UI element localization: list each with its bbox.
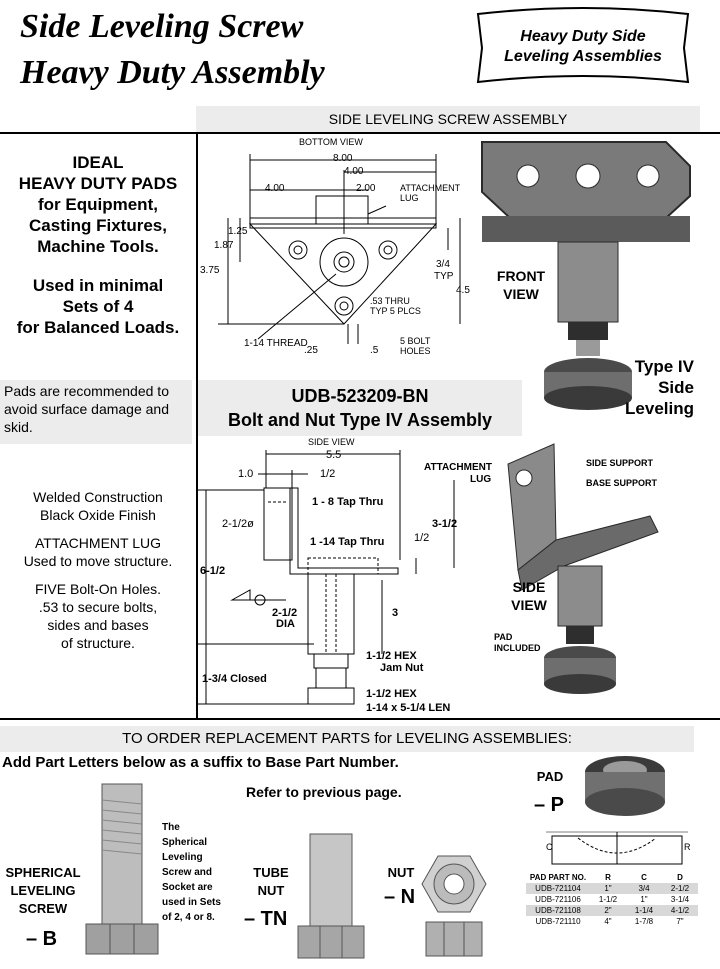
tube-nut-image [296, 830, 366, 962]
type-line-3: Leveling [625, 399, 694, 418]
table-cell: UDB-721104 [526, 883, 590, 894]
dim-375: 3.75 [200, 265, 220, 276]
spherical-note [162, 820, 221, 925]
dia-2: DIA [276, 618, 295, 630]
dim-3: 3 [392, 607, 399, 619]
dim-55: 5.5 [326, 449, 342, 461]
divider [0, 718, 720, 720]
pad-label: PAD [536, 769, 564, 784]
screw-suffix: – B [26, 928, 58, 950]
feature-line: of structure. [61, 635, 135, 651]
table-cell: 3/4 [626, 883, 662, 894]
screw-line-1: SPHERICAL [5, 865, 81, 880]
table-cell: UDB-721110 [535, 917, 581, 926]
screw-label [2, 864, 84, 918]
table-cell: 1-7/8 [634, 917, 654, 926]
feature-line: sides and bases [47, 617, 149, 633]
tap-1: 1 - 8 Tap Thru [312, 496, 384, 508]
lug-label-2: LUG [400, 193, 419, 203]
note-line: of 2, 4 or 8. [162, 912, 215, 923]
feature-line: Welded Construction [33, 489, 163, 505]
side-support: SIDE SUPPORT [586, 458, 654, 468]
bolt-holes-1: 5 BOLT [400, 336, 431, 346]
front-view-line-1: FRONT [496, 268, 546, 284]
table-header: R [605, 873, 611, 882]
table-cell: 1" [640, 895, 648, 904]
dim-25: .25 [304, 345, 318, 356]
diagram-c: C [546, 842, 553, 852]
lug-label-1: ATTACHMENT [400, 183, 461, 193]
nut-image [420, 852, 488, 962]
jam-nut: Jam Nut [380, 662, 424, 674]
thread-label: 1-14 THREAD [244, 338, 308, 349]
ideal-text [0, 152, 196, 338]
type-iv-label [600, 356, 694, 419]
usage-line: for Balanced Loads. [16, 318, 180, 337]
dim-212: 2-1/2ø [222, 518, 254, 530]
tube-line-2: NUT [257, 883, 285, 898]
bolt-holes-2: HOLES [400, 346, 431, 356]
closed: 1-3/4 Closed [202, 673, 267, 685]
table-row [526, 894, 698, 905]
side-view-line-1: SIDE [512, 579, 546, 595]
table-row [526, 916, 698, 927]
banner-line-2: Leveling Assemblies [504, 48, 662, 65]
usage-line: Sets of 4 [62, 297, 134, 316]
dim-half: 1/2 [320, 468, 336, 480]
diagram-r: R [684, 842, 691, 852]
note-line: Leveling [162, 852, 203, 863]
feature-line: Used to move structure. [23, 553, 173, 569]
table-cell: 2" [590, 905, 626, 916]
feature-line: ATTACHMENT LUG [34, 535, 161, 551]
note-line: Screw and [162, 867, 213, 878]
table-row [526, 905, 698, 916]
features-text [0, 488, 196, 662]
ideal-line: Machine Tools. [37, 237, 159, 256]
table-header: D [677, 873, 683, 882]
note-line: Spherical [162, 837, 208, 848]
section-title-assembly: SIDE LEVELING SCREW ASSEMBLY [196, 106, 700, 132]
tube-nut-suffix: – TN [244, 908, 288, 930]
dim-312: 3-1/2 [432, 518, 458, 530]
hex-2: 1-1/2 HEX [366, 688, 417, 700]
pad-suffix: – P [534, 794, 565, 816]
tube-nut-label [246, 864, 296, 900]
dim-34: 3/4 [436, 259, 450, 270]
photo-lug-1: ATTACHMENT [424, 462, 492, 473]
table-cell: 3-1/4 [670, 895, 690, 904]
photo-lug-2: LUG [470, 474, 492, 485]
dim-125: 1.25 [228, 226, 248, 237]
screw-line-2: LEVELING [10, 883, 76, 898]
table-cell: 4" [604, 917, 612, 926]
section-title-replacement: TO ORDER REPLACEMENT PARTS for LEVELING ASSEMBLIES: [0, 726, 694, 752]
table-cell: UDB-721106 [535, 895, 581, 904]
usage-line: Used in minimal [32, 276, 164, 295]
title-line-1: Side Leveling Screw [20, 8, 304, 45]
side-view-label: SIDE VIEW [308, 437, 355, 447]
pad-included-1: PAD [494, 632, 513, 642]
front-view-line-2: VIEW [503, 286, 539, 302]
nut-suffix: – N [384, 886, 416, 908]
type-line-1: Type IV [634, 357, 694, 376]
dim-4-top: 4.00 [344, 166, 364, 177]
refer-text: Refer to previous page. [246, 784, 402, 800]
pads-note: Pads are recommended to avoid surface damage and skid. [0, 380, 192, 444]
title-line-2: Heavy Duty Assembly [20, 54, 325, 91]
table-cell: UDB-721108 [526, 905, 590, 916]
table-cell: 1" [590, 883, 626, 894]
dim-10: 1.0 [238, 468, 254, 480]
table-cell: 2-1/2 [662, 883, 698, 894]
bolt-len: 1-14 x 5-1/4 LEN [366, 702, 451, 714]
tube-line-1: TUBE [253, 865, 289, 880]
note-line: Socket are [162, 882, 213, 893]
feature-line: .53 to secure bolts, [38, 599, 158, 615]
table-header-row [526, 872, 698, 883]
model-description: Bolt and Nut Type IV Assembly [227, 410, 493, 430]
dim-4-left: 4.00 [265, 183, 285, 194]
bottom-view-label: BOTTOM VIEW [299, 137, 363, 147]
holes-label-2: TYP 5 PLCS [370, 306, 421, 316]
screw-line-3: SCREW [18, 901, 68, 916]
side-view-line-2: VIEW [511, 597, 547, 613]
model-box [198, 380, 522, 436]
pad-image [580, 752, 670, 822]
table-row [526, 883, 698, 894]
hex-1: 1-1/2 HEX [366, 650, 417, 662]
banner-text [472, 27, 694, 67]
table-cell: 1-1/2 [598, 895, 618, 904]
dim-45: 4.5 [456, 285, 470, 296]
table-cell: 1-1/4 [626, 905, 662, 916]
type-line-2: Side [658, 378, 694, 397]
note-line: The [162, 822, 180, 833]
base-support: BASE SUPPORT [586, 478, 658, 488]
note-line: used in Sets [162, 897, 221, 908]
instruction: Add Part Letters below as a suffix to Base Part Number. [2, 754, 399, 771]
table-header: PAD PART NO. [529, 873, 587, 882]
feature-line: Black Oxide Finish [40, 507, 156, 523]
screw-image [82, 780, 162, 960]
dim-8: 8.00 [333, 153, 353, 164]
dim-612: 6-1/2 [200, 565, 226, 577]
dim-5: .5 [370, 345, 379, 356]
pad-included-2: INCLUDED [494, 643, 541, 653]
feature-line: FIVE Bolt-On Holes. [34, 581, 162, 597]
ideal-line: HEAVY DUTY PADS [18, 174, 178, 193]
ideal-line: IDEAL [72, 153, 124, 172]
tap-2: 1 -14 Tap Thru [310, 536, 385, 548]
pad-section-diagram [542, 828, 692, 870]
dim-typ: TYP [434, 271, 454, 282]
front-view-label [486, 267, 556, 303]
table-cell: 7" [676, 917, 684, 926]
banner-line-1: Heavy Duty Side [520, 28, 646, 45]
ideal-line: Casting Fixtures, [29, 216, 167, 235]
table-cell: 4-1/2 [662, 905, 698, 916]
side-view-photo-label [496, 578, 562, 614]
dim-half-2: 1/2 [414, 532, 430, 544]
ideal-line: for Equipment, [38, 195, 158, 214]
bottom-view-drawing [198, 134, 474, 366]
table-header: C [641, 873, 647, 882]
pad-table [526, 872, 698, 927]
holes-label-1: .53 THRU [370, 296, 410, 306]
dim-187: 1.87 [214, 240, 234, 251]
dim-2: 2.00 [356, 183, 376, 194]
nut-label: NUT [387, 865, 415, 880]
model-number: UDB-523209-BN [291, 386, 429, 406]
dia-1: 2-1/2 [272, 607, 298, 619]
